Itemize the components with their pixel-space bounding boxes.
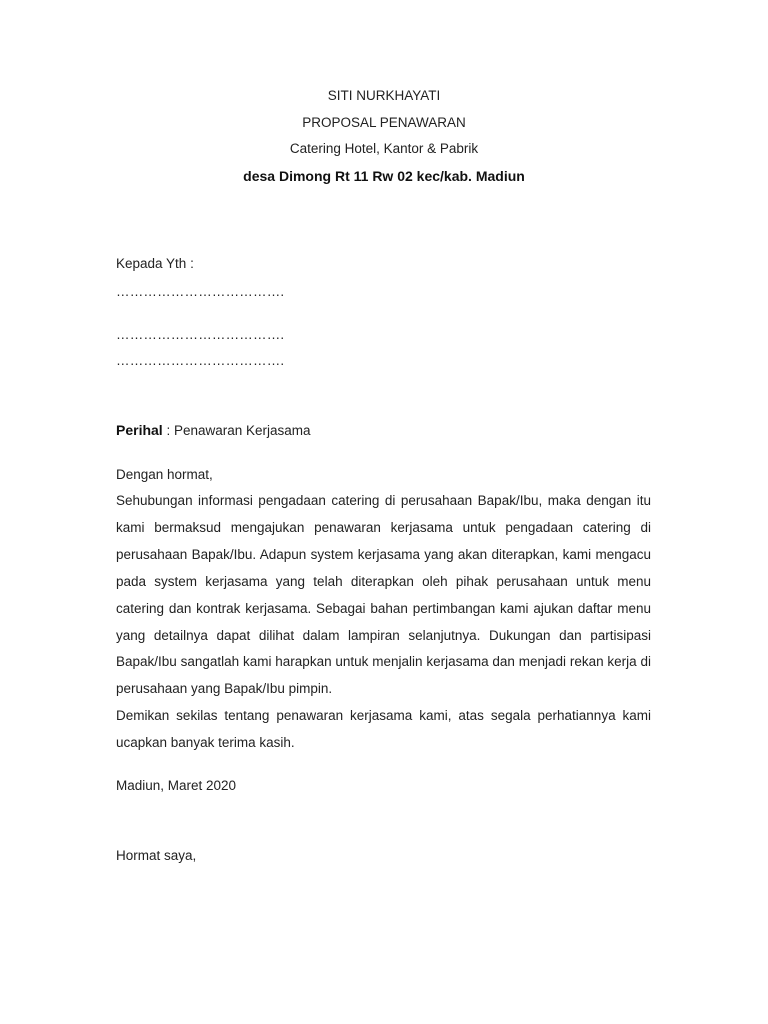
body-paragraph: Demikan sekilas tentang penawaran kerjasama kami, atas segala perhatiannya kami ucapkan banyak terima kasih. — [116, 708, 651, 751]
recipient-line-3: ………………………………. — [116, 353, 285, 368]
dateline: Madiun, Maret 2020 — [116, 778, 237, 793]
letter-body — [116, 488, 651, 757]
subject-line — [116, 422, 311, 438]
recipient-line-1: ………………………………. — [116, 284, 285, 299]
body-paragraph: Sehubungan informasi pengadaan catering di perusahaan Bapak/Ibu, maka dengan itu kami bermaksud mengajukan penawaran kerjasama untuk pengadaan catering di perusahaan Bapak/Ibu. Adapun system kerjasama yang akan diterapkan, kami mengacu pada system kerjasama yang telah diterapkan oleh pihak perusahaan untuk menu catering dan kontrak kerjasama. Sebagai bahan pertimbangan kami ajukan daftar menu yang detailnya dapat dilihat dalam lampiran selanjutnya. Dukungan dan partisipasi Bapak/Ibu sangatlah kami harapkan untuk menjalin kerjasama dan menjadi rekan kerja di perusahaan yang Bapak/Ibu pimpin. — [116, 493, 651, 697]
recipient-label: Kepada Yth : — [116, 256, 194, 271]
recipient-line-2: ………………………………. — [116, 327, 285, 342]
subject-value: Penawaran Kerjasama — [173, 423, 311, 438]
sender-name: SITI NURKHAYATI — [327, 88, 441, 103]
subject-separator: : — [162, 423, 174, 438]
subject-label: Perihal — [116, 422, 163, 438]
business-tagline: Catering Hotel, Kantor & Pabrik — [289, 141, 479, 156]
document-type: PROPOSAL PENAWARAN — [302, 115, 466, 130]
salutation: Dengan hormat, — [116, 467, 213, 482]
closing: Hormat saya, — [116, 848, 197, 863]
sender-address: desa Dimong Rt 11 Rw 02 kec/kab. Madiun — [243, 168, 525, 184]
